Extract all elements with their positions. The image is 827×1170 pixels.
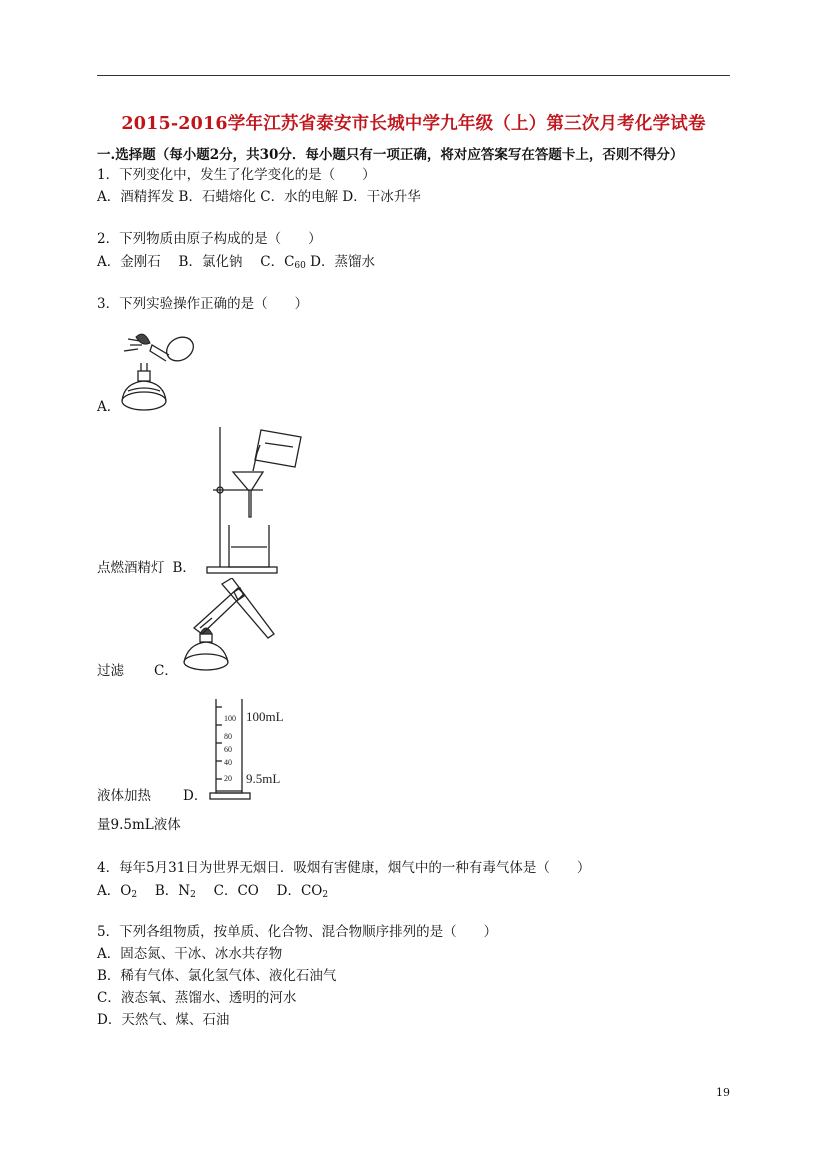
q4-option-cd: C．CO D．CO xyxy=(195,883,323,899)
q4-b-subscript: 2 xyxy=(190,890,196,900)
alcohol-lamp-lighting-figure xyxy=(114,325,199,413)
q3-option-a-caption: 点燃酒精灯 xyxy=(97,560,165,576)
q2-options xyxy=(97,253,375,275)
cylinder-volume-label: 9.5mL xyxy=(246,771,281,786)
q2-option-d: D．蒸馏水 xyxy=(305,254,375,270)
q3-option-b-caption: 过滤 xyxy=(97,663,124,679)
q4-a-subscript: 2 xyxy=(131,890,138,900)
q5-option-a: A．固态氮、干冰、冰水共存物 xyxy=(97,946,283,962)
header-rule xyxy=(97,75,730,76)
cylinder-capacity-label: 100mL xyxy=(246,709,284,724)
cylinder-tick-80: 80 xyxy=(224,732,232,741)
graduated-cylinder-figure xyxy=(204,695,304,803)
q3-b-caption-and-c-label xyxy=(97,662,178,680)
q3-option-c-label: C． xyxy=(154,663,178,679)
cylinder-tick-40: 40 xyxy=(224,758,232,767)
q4-d-subscript: 2 xyxy=(322,890,329,900)
q2-stem: 2．下列物质由原子构成的是（ ） xyxy=(97,231,322,247)
q4-stem: 4．每年5月31日为世界无烟日．吸烟有害健康，烟气中的一种有毒气体是（ ） xyxy=(97,860,591,876)
page-number: 19 xyxy=(716,1086,730,1099)
q2-options-ac: A．金刚石 B．氯化钠 C．C xyxy=(97,254,295,270)
q3-option-d-label: D． xyxy=(183,788,208,804)
q4-option-b: B．N xyxy=(137,883,191,899)
q3-option-b-label: B． xyxy=(172,560,196,576)
q4-options xyxy=(97,882,328,904)
q3-a-caption-and-b-label xyxy=(97,559,196,577)
section-heading: 一.选择题（每小题2分，共30分．每小题只有一项正确，将对应答案写在答题卡上，否则不得分） xyxy=(97,147,684,163)
q1-options: A．酒精挥发 B．石蜡熔化 C．水的电解 D．干冰升华 xyxy=(97,189,421,205)
q3-option-d-caption: 量9.5mL液体 xyxy=(97,817,181,833)
q5-option-d: D．天然气、煤、石油 xyxy=(97,1012,230,1028)
q3-c-caption-and-d-label xyxy=(97,787,207,805)
cylinder-tick-100: 100 xyxy=(224,714,236,723)
q5-stem: 5．下列各组物质，按单质、化合物、混合物顺序排列的是（ ） xyxy=(97,924,498,940)
q1-stem: 1．下列变化中，发生了化学变化的是（ ） xyxy=(97,167,376,183)
q3-option-c-caption: 液体加热 xyxy=(97,788,151,804)
q4-option-a: A．O xyxy=(97,883,132,899)
q3-option-a-label: A． xyxy=(97,399,121,415)
q5-option-b: B．稀有气体、氯化氢气体、液化石油气 xyxy=(97,968,337,984)
page-title: 2015-2016学年江苏省泰安市长城中学九年级（上）第三次月考化学试卷 xyxy=(121,114,706,134)
liquid-heating-figure xyxy=(176,578,286,676)
q3-stem: 3．下列实验操作正确的是（ ） xyxy=(97,296,309,312)
filtration-figure xyxy=(205,425,315,575)
cylinder-tick-20: 20 xyxy=(224,774,232,783)
cylinder-tick-60: 60 xyxy=(224,745,232,754)
q5-option-c: C．液态氧、蒸馏水、透明的河水 xyxy=(97,990,297,1006)
q2-c60-subscript: 60 xyxy=(294,261,306,271)
